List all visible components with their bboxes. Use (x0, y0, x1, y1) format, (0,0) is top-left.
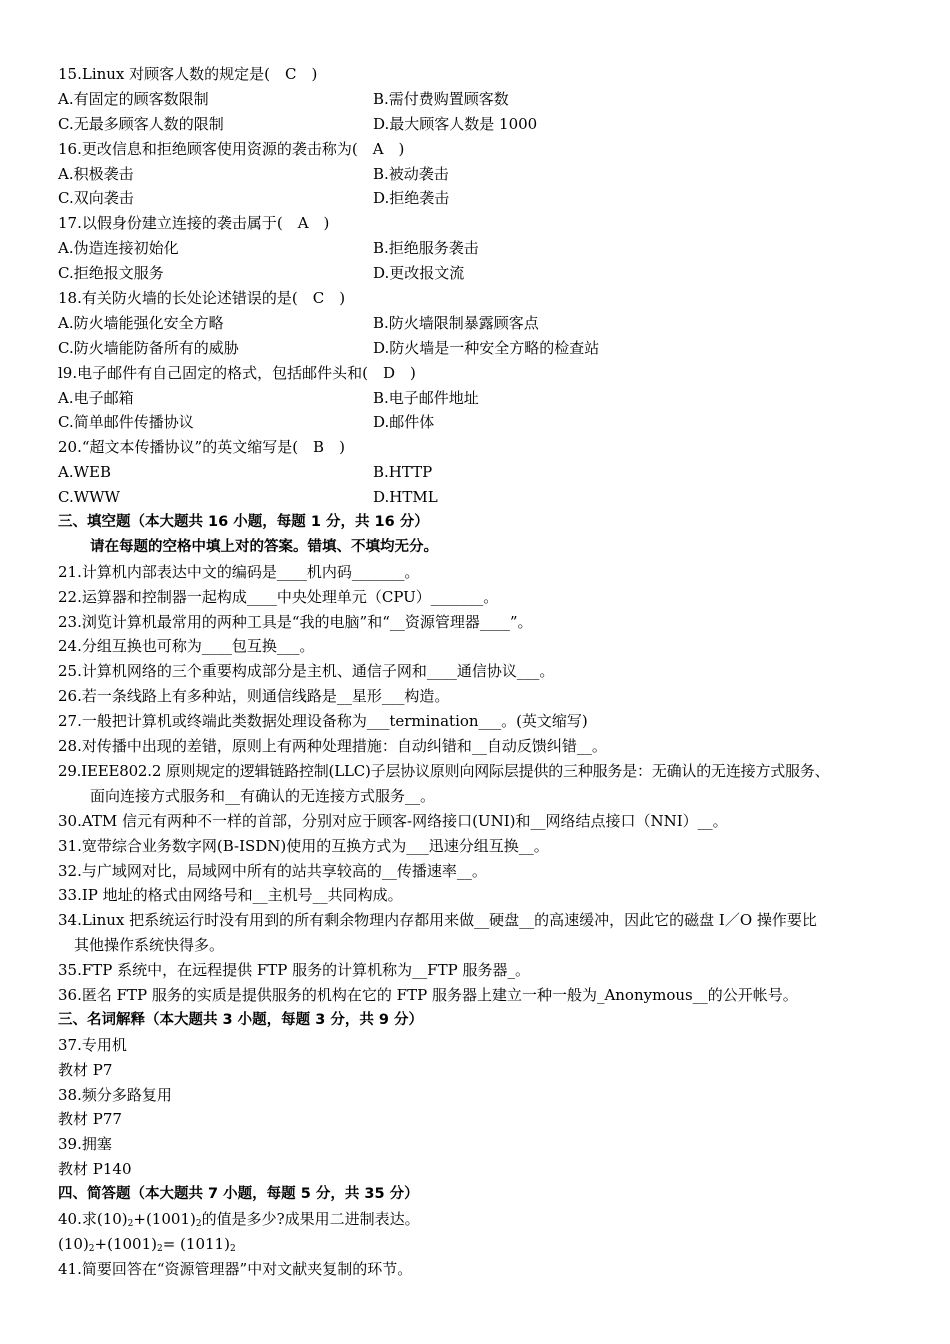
option: B.被动袭击 (373, 164, 449, 183)
term-answer: 教材 P140 (58, 1160, 132, 1179)
answer-40 (58, 1232, 908, 1257)
options-20-ab (58, 460, 908, 485)
fill-question: 23.浏览计算机最常用的两种工具是“我的电脑”和“__资源管理器____”。 (58, 612, 533, 631)
question-17: 17.以假身份建立连接的袭击属于( A ) (58, 214, 330, 233)
option: D.拒绝袭击 (373, 189, 450, 208)
term-question: 39.拥塞 (58, 1135, 112, 1154)
option: B.HTTP (373, 463, 433, 482)
question-20: 20.“超文本传播协议”的英文缩写是( B ) (58, 438, 345, 457)
fill-question: 36.匿名 FTP 服务的实质是提供服务的机构在它的 FTP 服务器上建立一种一般为_Anonymous__的公开帐号。 (58, 985, 798, 1004)
option: A.有固定的顾客数限制 (58, 89, 209, 108)
fill-question: 22.运算器和控制器一起构成____中央处理单元（CPU）_______。 (58, 587, 499, 606)
section-heading-short-answer: 四、简答题（本大题共 7 小题，每题 5 分，共 35 分） (58, 1186, 419, 1203)
fill-question-34-line2: 其他操作系统快得多。 (74, 936, 225, 955)
question-40 (58, 1207, 908, 1232)
option: B.防火墙限制暴露顾客点 (373, 313, 539, 332)
options-17-ab (58, 236, 908, 261)
subscript: 2 (195, 1218, 202, 1229)
option: C.无最多顾客人数的限制 (58, 114, 224, 133)
answer-text: +(1001) (94, 1234, 157, 1253)
options-16-ab (58, 162, 908, 187)
fill-question: 21.计算机内部表达中文的编码是____机内码_______。 (58, 562, 420, 581)
section-heading-terms: 三、名词解释（本大题共 3 小题，每题 3 分，共 9 分） (58, 1011, 424, 1028)
options-19-cd (58, 410, 908, 435)
options-16-cd (58, 186, 908, 211)
emphasis-char: 错 (231, 289, 247, 308)
subscript: 2 (127, 1218, 134, 1229)
term-question: 38.频分多路复用 (58, 1085, 172, 1104)
stem-text: 40.求(10) (58, 1209, 128, 1228)
fill-question: 31.宽带综合业务数字网(B-ISDN)使用的互换方式为___迅速分组互换__。 (58, 836, 549, 855)
options-17-cd (58, 261, 908, 286)
fill-question-29-line2: 面向连接方式服务和__有确认的无连接方式服务__。 (90, 786, 436, 805)
option: C.简单邮件传播协议 (58, 413, 194, 432)
question-16: 16.更改信息和拒绝顾客使用资源的袭击称为( A ) (58, 139, 405, 158)
options-18-ab (58, 311, 908, 336)
stem-text: 18.有关防火墙的长处论述 (58, 289, 232, 308)
term-answer: 教材 P77 (58, 1110, 122, 1129)
stem-text: 的是( C ) (261, 289, 346, 308)
question-19: l9.电子邮件有自己固定的格式，包括邮件头和( D ) (58, 363, 416, 382)
subscript: 2 (229, 1243, 236, 1254)
options-15-cd (58, 112, 908, 137)
option: D.邮件体 (373, 413, 435, 432)
option: D.最大顾客人数是 1000 (373, 114, 538, 133)
option: A.防火墙能强化安全方略 (58, 313, 224, 332)
fill-question: 30.ATM 信元有两种不一样的首部，分别对应于顾客-网络接口(UNI)和__网络结点接口（NNI）__。 (58, 811, 728, 830)
fill-question: 35.FTP 系统中，在远程提供 FTP 服务的计算机称为__FTP 服务器_。 (58, 961, 530, 980)
stem-text: +(1001) (133, 1209, 196, 1228)
fill-question-34-line1: 34.Linux 把系统运行时没有用到的所有剩余物理内存都用来做__硬盘__的高速缓冲，因此它的磁盘 I／O 操作要比 (58, 911, 817, 930)
fill-question: 24.分组互换也可称为____包互换___。 (58, 637, 315, 656)
fill-question: 32.与广域网对比，局域网中所有的站共享较高的__传播速率__。 (58, 861, 487, 880)
option: C.防火墙能防备所有的威胁 (58, 338, 239, 357)
fill-question-29-line1: 29.IEEE802.2 原则规定的逻辑链路控制(LLC)子层协议原则向网际层提供的三种服务是：无确认的无连接方式服务、 (58, 761, 830, 780)
emphasis-char: 误 (246, 289, 262, 308)
fill-question: 28.对传播中出现的差错，原则上有两种处理措施：自动纠错和__自动反馈纠错__。 (58, 737, 607, 756)
option: D.HTML (373, 488, 438, 507)
option: A.WEB (58, 463, 111, 482)
option: C.WWW (58, 488, 120, 507)
fill-question: 33.IP 地址的格式由网络号和__主机号__共同构成。 (58, 886, 403, 905)
option: A.电子邮箱 (58, 388, 134, 407)
option: B.电子邮件地址 (373, 388, 479, 407)
answer-text: = (1011) (162, 1234, 230, 1253)
fill-question: 25.计算机网络的三个重要构成部分是主机、通信子网和____通信协议___。 (58, 662, 555, 681)
subscript: 2 (156, 1243, 163, 1254)
question-15: 15.Linux 对顾客人数的规定是( C ) (58, 65, 318, 83)
term-question: 37.专用机 (58, 1035, 127, 1054)
section-instructions: 请在每题的空格中填上对的答案。错填、不填均无分。 (90, 538, 438, 555)
option: D.防火墙是一种安全方略的检查站 (373, 338, 600, 357)
options-18-cd (58, 336, 908, 361)
option: B.需付费购置顾客数 (373, 89, 509, 108)
section-heading-fill: 三、填空题（本大题共 16 小题，每题 1 分，共 16 分） (58, 514, 429, 531)
option: A.积极袭击 (58, 164, 134, 183)
fill-question: 26.若一条线路上有多种站，则通信线路是__星形___构造。 (58, 687, 450, 706)
term-answer: 教材 P7 (58, 1060, 113, 1079)
options-15-ab (58, 87, 908, 112)
answer-text: (10) (58, 1234, 89, 1253)
question-41: 41.简要回答在“资源管理器”中对文献夹复制的环节。 (58, 1259, 413, 1278)
option: A.伪造连接初始化 (58, 239, 179, 258)
question-18 (58, 286, 908, 311)
options-19-ab (58, 386, 908, 411)
option: C.拒绝报文服务 (58, 264, 164, 283)
exam-document (58, 62, 908, 1282)
option: B.拒绝服务袭击 (373, 239, 479, 258)
fill-question: 27.一般把计算机或终端此类数据处理设备称为___termination___。(英文缩写) (58, 712, 588, 731)
stem-text: 的值是多少?成果用二进制表达。 (201, 1209, 420, 1228)
option: C.双向袭击 (58, 189, 134, 208)
option: D.更改报文流 (373, 264, 465, 283)
options-20-cd (58, 485, 908, 510)
subscript: 2 (88, 1243, 95, 1254)
